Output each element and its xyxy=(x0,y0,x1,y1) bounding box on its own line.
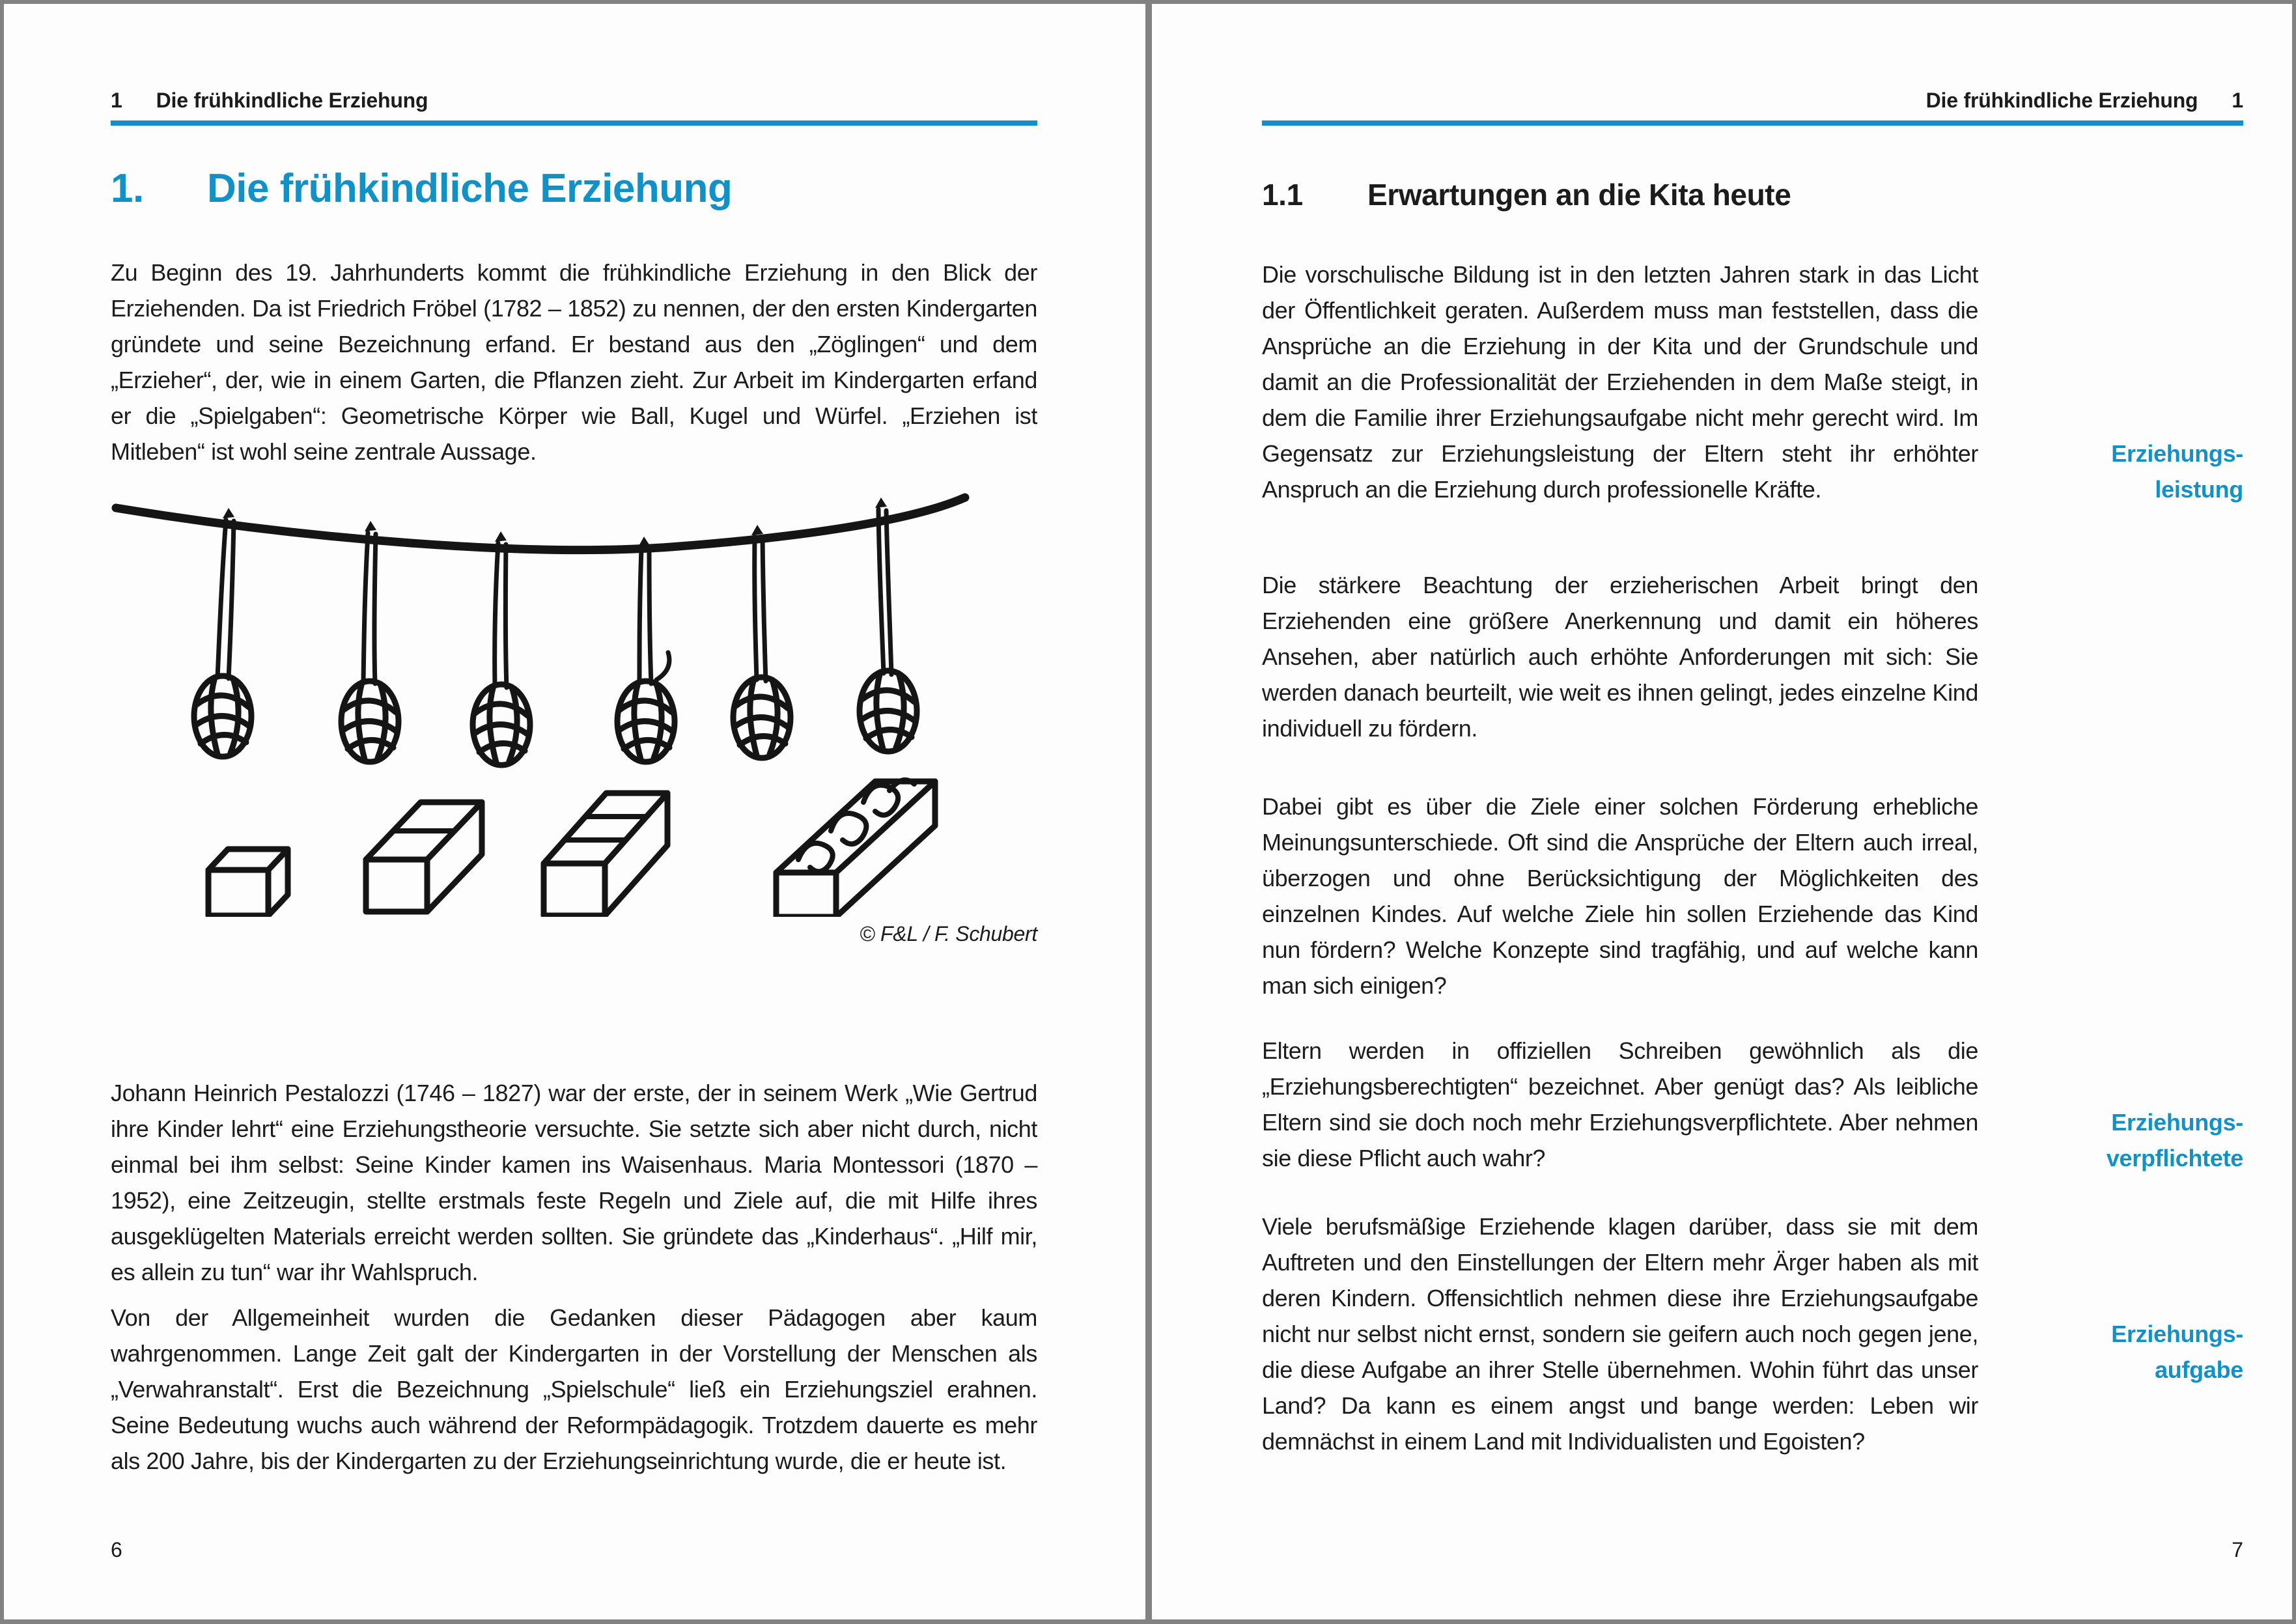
running-head-right xyxy=(1926,89,2243,113)
paragraph: Von der Allgemeinheit wurden die Gedanken dieser Pädagogen aber kaum wahrgenommen. Lange Zeit galt der Kindergarten in der Vorstellung der Menschen als „Verwahranstalt“. Erst die Bezeichnung „Spielschule“ ließ ein Erziehungsziel erahnen. Seine Bedeutung wuchs auch während der Reformpädagogik. Trotzdem dauerte es mehr als 200 Jahre, bis der Kindergarten zu der Erziehungseinrichtung wurde, die er heute ist. xyxy=(111,1304,1037,1474)
block-box-with-yarn xyxy=(776,780,935,917)
paragraph-row xyxy=(1262,1209,2243,1459)
rope-line xyxy=(116,497,965,550)
froebel-gifts-figure xyxy=(111,487,1037,946)
header-rule xyxy=(111,120,1037,126)
yarn-ball-2 xyxy=(341,681,399,762)
yarn-ball-5 xyxy=(733,677,791,758)
running-head-chapter-number: 1 xyxy=(2232,89,2243,112)
margin-note-line: aufgabe xyxy=(2155,1356,2243,1383)
page-right xyxy=(1152,4,2292,1619)
paragraph: Eltern werden in offiziellen Schreiben gewöhnlich als die „Erziehungsberechtigten“ bezeichnet. Aber genügt das? Als leibliche Eltern sind sie doch noch mehr Erziehungsverpflichtete. Aber nehmen sie diese Pflicht auch wahr? xyxy=(1262,1037,1978,1171)
margin-note-erziehungsaufgabe xyxy=(1978,1316,2243,1388)
paragraph-row xyxy=(1262,1033,2243,1176)
margin-note-erziehungsleistung xyxy=(1978,436,2243,507)
yarn-ball-6 xyxy=(860,671,917,751)
figure-credit: © F&L / F. Schubert xyxy=(860,922,1037,945)
margin-note-erziehungsverpflichtete xyxy=(1978,1104,2243,1176)
paragraph-row xyxy=(1262,567,2243,746)
margin-note-line: Erziehungs- xyxy=(2111,1321,2243,1347)
paragraph: Die stärkere Beachtung der erzieherischen Arbeit bringt den Erziehenden eine größere Anerkennung und damit ein höheres Ansehen, aber natürlich auch erhöhte Anforderungen mit sich: Sie werden danach beurteilt, wie weit es ihnen gelingt, jedes einzelne Kind individuell zu fördern. xyxy=(1262,572,1978,742)
block-three-cubes xyxy=(544,793,667,916)
margin-note-line: verpflichtete xyxy=(2106,1145,2243,1171)
chapter-title: Die frühkindliche Erziehung xyxy=(207,166,733,211)
paragraph-row xyxy=(1262,789,2243,1003)
block-one-cube xyxy=(208,849,288,916)
section-title: Erwartungen an die Kita heute xyxy=(1367,178,1791,212)
running-head-chapter-number: 1 xyxy=(111,89,122,112)
margin-note-line: leistung xyxy=(2155,476,2243,503)
margin-note-line: Erziehungs- xyxy=(2111,440,2243,467)
block-two-cubes xyxy=(366,802,482,912)
running-head-title: Die frühkindliche Erziehung xyxy=(1925,89,2198,112)
paragraph-row xyxy=(1262,257,2243,507)
page-left xyxy=(4,4,1145,1619)
yarn-ball-1 xyxy=(194,676,251,757)
paragraph: Dabei gibt es über die Ziele einer solchen Förderung erhebliche Meinungsunterschiede. Oft sind die Ansprüche der Eltern auch irreal, überzogen und ohne Berücksichtigung der Möglichkeiten des einzelnen Kindes. Auf welche Ziele hin sollen Erziehende das Kind nun fördern? Welche Konzepte sind tragfähig, und auf welche kann man sich einigen? xyxy=(1262,793,1978,999)
yarn-ball-3 xyxy=(473,684,530,765)
section-number: 1.1 xyxy=(1262,178,1303,212)
paragraph: Zu Beginn des 19. Jahrhunderts kommt die frühkindliche Erziehung in den Blick der Erziehenden. Da ist Friedrich Fröbel (1782 – 1852) zu nennen, der den ersten Kindergarten gründete und seine Bezeichnung erfand. Er bestand aus den „Zöglingen“ und dem „Erzieher“, der, wie in einem Garten, die Pflanzen zieht. Zur Arbeit im Kindergarten erfand er die „Spielgaben“: Geometrische Körper wie Ball, Kugel und Würfel. „Erziehen ist Mitleben“ ist wohl seine zentrale Aussage. xyxy=(111,259,1037,465)
chapter-number: 1. xyxy=(111,166,144,211)
page-number-right: 7 xyxy=(2232,1538,2243,1561)
paragraph: Viele berufsmäßige Erziehende klagen darüber, dass sie mit dem Auftreten und den Einstellungen der Eltern mehr Ärger haben als mit deren Kindern. Offensichtlich nehmen diese ihre Erziehungsaufgabe nicht nur selbst nicht ernst, sondern sie geifern auch noch gegen jene, die diese Aufgabe an ihrer Stelle übernehmen. Wohin führt das unser Land? Da kann es einem angst und bange werden: Leben wir demnächst in einem Land mit Individualisten und Egoisten? xyxy=(1262,1213,1978,1455)
chapter-heading xyxy=(111,165,732,212)
paragraph: Die vorschulische Bildung ist in den letzten Jahren stark in das Licht der Öffentlichkeit geraten. Außerdem muss man feststellen, dass die Ansprüche an die Erziehung in der Kita und der Grundschule und damit an die Professionalität der Erziehenden in dem Maße steigt, in dem die Familie ihrer Erziehungsaufgabe nicht mehr gerecht wird. Im Gegensatz zur Erziehungsleistung der Eltern steht ihr erhöhter Anspruch an die Erziehung durch professionelle Kräfte. xyxy=(1262,261,1978,503)
froebel-gifts-illustration xyxy=(111,487,1037,917)
margin-note-line: Erziehungs- xyxy=(2111,1109,2243,1136)
running-head-left xyxy=(111,89,428,113)
section-heading xyxy=(1262,177,1791,212)
page-number-left: 6 xyxy=(111,1538,122,1561)
yarn-ball-4 xyxy=(617,681,675,762)
running-head-title: Die frühkindliche Erziehung xyxy=(156,89,428,112)
paragraph: Johann Heinrich Pestalozzi (1746 – 1827) war der erste, der in seinem Werk „Wie Gertrud ihre Kinder lehrt“ eine Erziehungstheorie versuchte. Sie setzte sich aber nicht durch, nicht einmal bei ihm selbst: Seine Kinder kamen ins Waisenhaus. Maria Montessori (1870 – 1952), eine Zeitzeugin, stellte erstmals feste Regeln und Ziele auf, die mit Hilfe ihres ausgeklügelten Materials erreicht werden sollten. Sie gründete das „Kinderhaus“. „Hilf mir, es allein zu tun“ war ihr Wahlspruch. xyxy=(111,1080,1037,1285)
header-rule xyxy=(1262,120,2243,126)
